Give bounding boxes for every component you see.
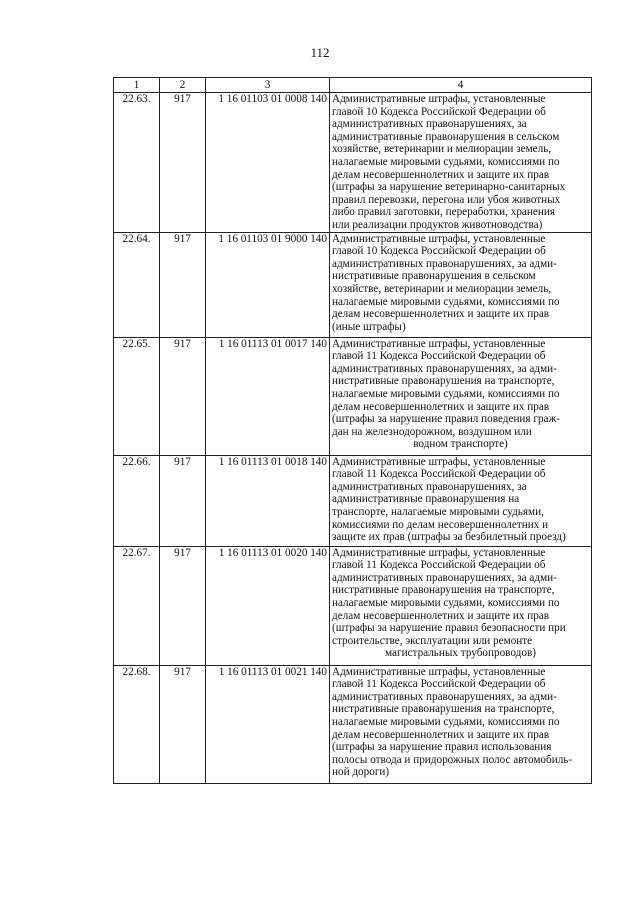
description-line: административных правонарушениях, за — [332, 480, 527, 493]
revenue-description — [330, 455, 592, 546]
description-line: (штрафы за нарушение правил использования — [332, 741, 552, 754]
description-line: административные правонарушения на — [332, 493, 520, 506]
table-row — [114, 665, 592, 783]
description-line: (штрафы за нарушение правил поведения граж- — [332, 413, 560, 426]
description-line: водном транспорте) — [413, 438, 508, 451]
budget-classification-code: 1 16 01113 01 0020 140 — [206, 546, 330, 665]
description-line: полосы отвода и придорожных полос автомобиль- — [332, 753, 573, 766]
description-line: Административные штрафы, установленные — [332, 546, 546, 559]
description-line: главой 11 Кодекса Российской Федерации об — [332, 468, 546, 481]
description-line: нистративные правонарушения на транспорте, — [332, 703, 555, 716]
description-line: Административные штрафы, установленные — [332, 455, 546, 468]
table-row — [114, 455, 592, 546]
description-line: административных правонарушениях, за адми- — [332, 690, 557, 703]
row-number: 22.68. — [114, 665, 160, 783]
row-number: 22.63. — [114, 93, 160, 233]
description-line: (штрафы за нарушение ветеринарно-санитарных — [332, 181, 566, 194]
description-line: дан на железнодорожном, воздушном или — [332, 425, 532, 438]
description-line: делам несовершеннолетних и защите их прав — [332, 609, 550, 622]
row-number: 22.65. — [114, 337, 160, 455]
column-header-1: 1 — [114, 78, 160, 93]
row-number: 22.64. — [114, 232, 160, 337]
administrator-code: 917 — [160, 455, 206, 546]
description-line: нистративные правонарушения на транспорте, — [332, 375, 555, 388]
column-header-4: 4 — [330, 78, 592, 93]
description-line: административных правонарушениях, за — [332, 118, 527, 131]
description-line: Административные штрафы, установленные — [332, 337, 546, 350]
description-line: комиссиями по делам несовершеннолетних и — [332, 518, 549, 531]
description-line: административных правонарушениях, за адми- — [332, 362, 557, 375]
administrator-code: 917 — [160, 546, 206, 665]
description-line: налагаемые мировыми судьями, комиссиями по — [332, 295, 560, 308]
description-line: магистральных трубопроводов) — [385, 647, 536, 660]
description-line: делам несовершеннолетних и защите их прав — [332, 728, 550, 741]
description-line: нистративные правонарушения в сельском — [332, 270, 536, 283]
table-header-row — [114, 78, 592, 93]
description-line: налагаемые мировыми судьями, комиссиями по — [332, 155, 560, 168]
description-line: делам несовершеннолетних и защите их прав — [332, 308, 550, 321]
description-line: главой 11 Кодекса Российской Федерации об — [332, 678, 546, 691]
administrator-code: 917 — [160, 232, 206, 337]
description-line: налагаемые мировыми судьями, комиссиями по — [332, 596, 560, 609]
description-line: делам несовершеннолетних и защите их прав — [332, 168, 550, 181]
column-header-3: 3 — [206, 78, 330, 93]
administrator-code: 917 — [160, 93, 206, 233]
description-line: хозяйстве, ветеринарии и мелиорации земель, — [332, 282, 552, 295]
description-line: административные правонарушения в сельском — [332, 130, 560, 143]
description-line: главой 10 Кодекса Российской Федерации об — [332, 245, 546, 258]
description-line: правил перевозки, перегона или убоя животных — [332, 193, 561, 206]
description-line: либо правил заготовки, переработки, хранения — [332, 206, 555, 219]
administrator-code: 917 — [160, 665, 206, 783]
description-line: налагаемые мировыми судьями, комиссиями по — [332, 387, 560, 400]
description-line: Административные штрафы, установленные — [332, 232, 546, 245]
revenue-description — [330, 546, 592, 665]
revenue-description — [330, 665, 592, 783]
description-line: главой 11 Кодекса Российской Федерации об — [332, 559, 546, 572]
budget-classification-code: 1 16 01113 01 0018 140 — [206, 455, 330, 546]
description-line: или реализации продуктов животноводства) — [332, 218, 543, 231]
page-number: 112 — [310, 45, 330, 60]
description-line: (иные штрафы) — [332, 320, 406, 333]
description-line: делам несовершеннолетних и защите их прав — [332, 400, 550, 413]
revenue-description — [330, 337, 592, 455]
description-line: административных правонарушениях, за адми- — [332, 257, 557, 270]
table-row — [114, 546, 592, 665]
description-line: главой 10 Кодекса Российской Федерации об — [332, 105, 546, 118]
description-line: ной дороги) — [332, 766, 390, 779]
budget-codes-table — [113, 77, 592, 784]
description-line: защите их прав (штрафы за безбилетный проезд) — [332, 531, 566, 544]
description-line: транспорте, налагаемые мировыми судьями, — [332, 505, 544, 518]
description-line: (штрафы за нарушение правил безопасности при — [332, 622, 566, 635]
description-line: главой 11 Кодекса Российской Федерации об — [332, 350, 546, 363]
revenue-description — [330, 232, 592, 337]
budget-classification-code: 1 16 01103 01 0008 140 — [206, 93, 330, 233]
description-line: хозяйстве, ветеринарии и мелиорации земель, — [332, 143, 552, 156]
table-row — [114, 93, 592, 233]
table-row — [114, 232, 592, 337]
description-line: Административные штрафы, установленные — [332, 93, 546, 105]
budget-classification-code: 1 16 01113 01 0017 140 — [206, 337, 330, 455]
budget-classification-code: 1 16 01113 01 0021 140 — [206, 665, 330, 783]
description-line: нистративные правонарушения на транспорте, — [332, 584, 555, 597]
description-line: Административные штрафы, установленные — [332, 665, 546, 678]
administrator-code: 917 — [160, 337, 206, 455]
description-line: строительстве, эксплуатации или ремонте — [332, 634, 533, 647]
description-line: налагаемые мировыми судьями, комиссиями по — [332, 715, 560, 728]
column-header-2: 2 — [160, 78, 206, 93]
description-line: административных правонарушениях, за адми- — [332, 571, 557, 584]
table-row — [114, 337, 592, 455]
revenue-description — [330, 93, 592, 233]
budget-classification-code: 1 16 01103 01 9000 140 — [206, 232, 330, 337]
row-number: 22.67. — [114, 546, 160, 665]
row-number: 22.66. — [114, 455, 160, 546]
